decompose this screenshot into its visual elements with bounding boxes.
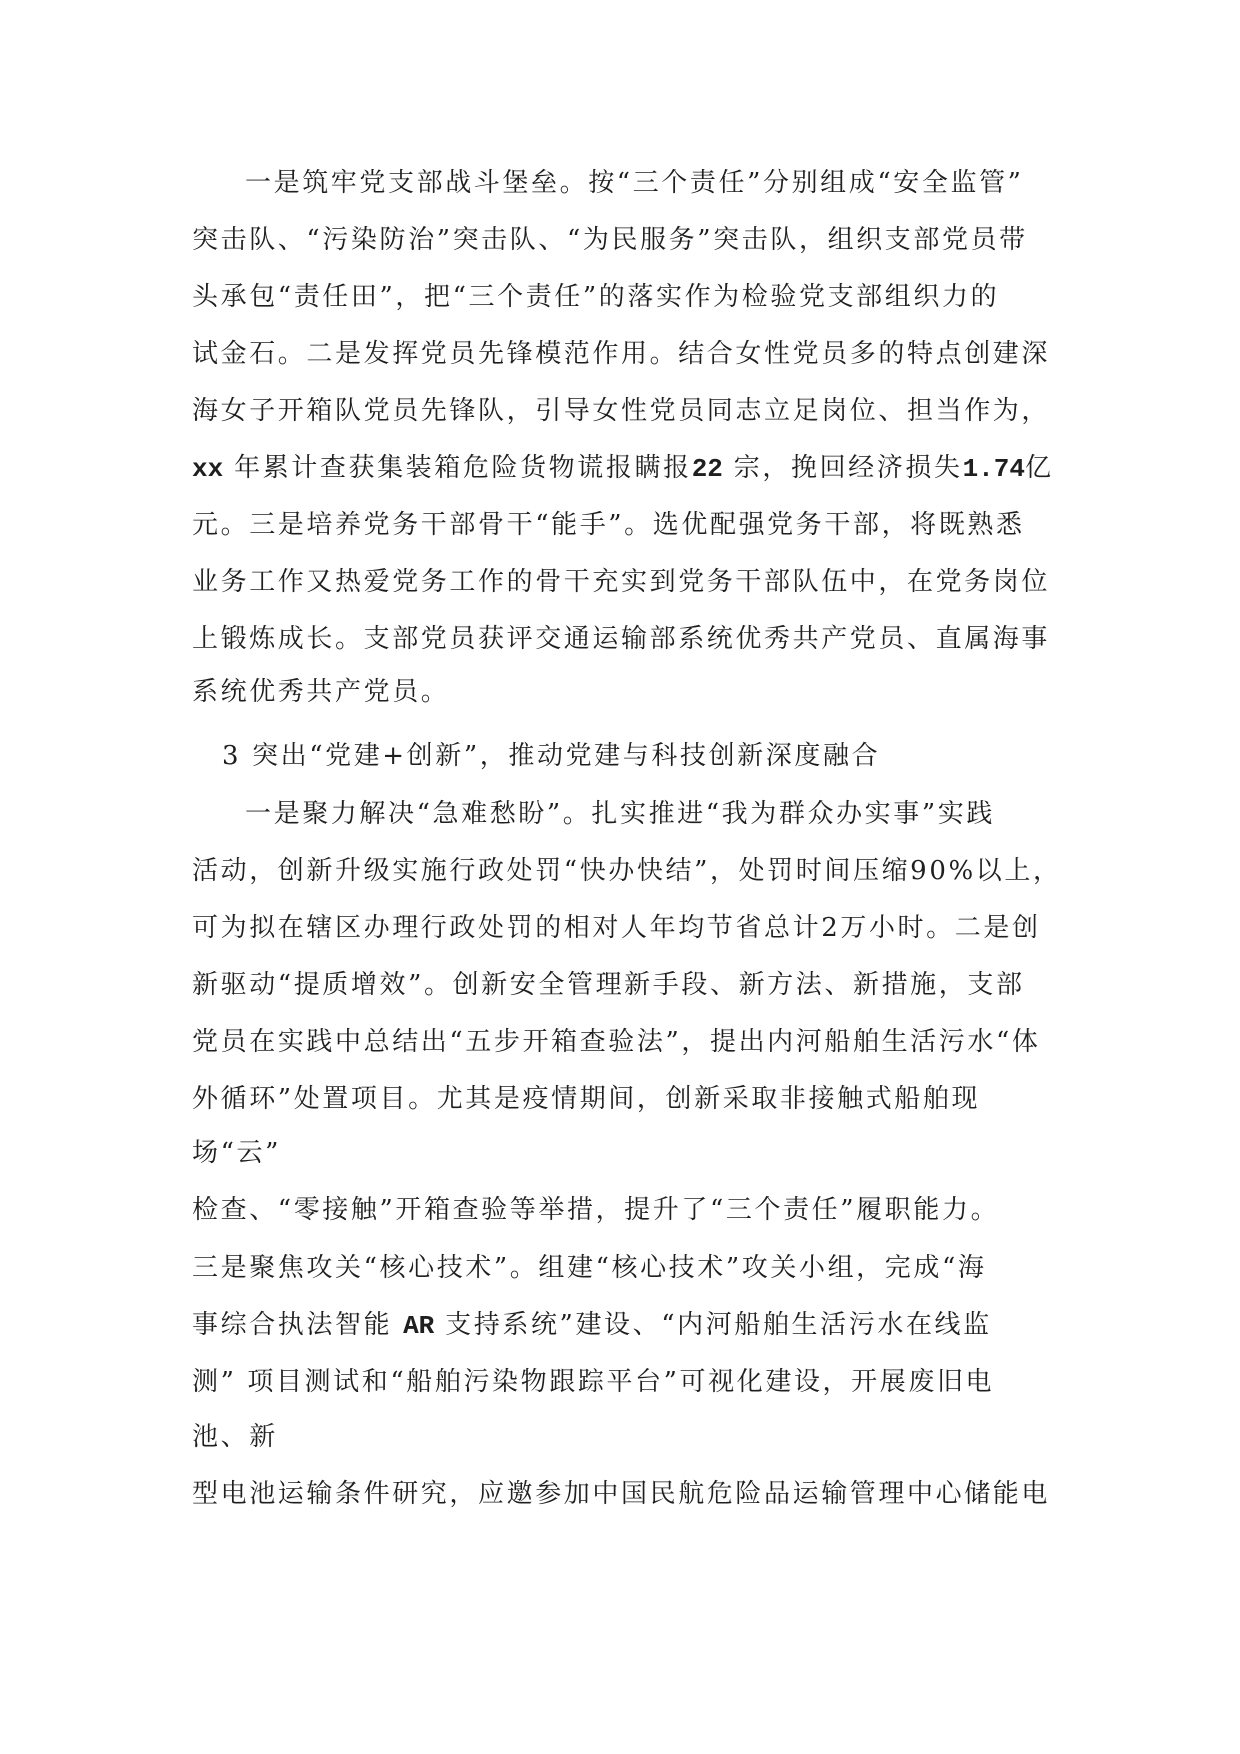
paragraph-line: 一是筑牢党支部战斗堡垒。按“三个责任”分别组成“安全监管” (245, 168, 1024, 198)
bold-text: AR (403, 1311, 435, 1341)
paragraph-line: 头承包“责任田”，把“三个责任”的落实作为检验党支部组织力的 (192, 282, 1000, 312)
paragraph-line: 池、新 (192, 1422, 278, 1452)
bold-number: 22 (691, 454, 723, 484)
paragraph-line: 活动，创新升级实施行政处罚“快办快结”，处罚时间压缩90%以上， (192, 856, 1062, 886)
bold-text: xx (192, 454, 224, 484)
paragraph-line: 检查、“零接触”开箱查验等举措，提升了“三个责任”履职能力。 (192, 1195, 1000, 1225)
text-segment: 事综合执法智能 (192, 1310, 404, 1340)
paragraph-line: 试金石。二是发挥党员先锋模范作用。结合女性党员多的特点创建深 (192, 339, 1051, 369)
paragraph-line: 场“云” (192, 1138, 281, 1168)
section-heading: 3 突出“党建+创新”，推动党建与科技创新深度融合 (222, 741, 881, 771)
paragraph-line: 新驱动“提质增效”。创新安全管理新手段、新方法、新措施，支部 (192, 970, 1025, 1000)
text-segment: 亿 (1025, 453, 1054, 483)
paragraph-line: 海女子开箱队党员先锋队，引导女性党员同志立足岗位、担当作为， (192, 396, 1051, 426)
paragraph-line: 系统优秀共产党员。 (192, 677, 450, 707)
text-segment: 宗，挽回经济损失 (722, 453, 963, 483)
paragraph-line: 测” 项目测试和“船舶污染物跟踪平台”可视化建设，开展废旧电 (192, 1367, 995, 1397)
paragraph-line: 突击队、“污染防治”突击队、“为民服务”突击队，组织支部党员带 (192, 225, 1028, 255)
bold-number: 1.74 (962, 454, 1025, 484)
text-segment: 支持系统”建设、“内河船舶生活污水在线监 (434, 1310, 992, 1340)
text-segment: 年累计查获集装箱危险货物谎报瞒报 (223, 453, 692, 483)
paragraph-line: 型电池运输条件研究，应邀参加中国民航危险品运输管理中心储能电 (192, 1479, 1051, 1509)
paragraph-line: 上锻炼成长。支部党员获评交通运输部系统优秀共产党员、直属海事 (192, 624, 1051, 654)
paragraph-line (192, 1307, 992, 1343)
paragraph-line: 党员在实践中总结出“五步开箱查验法”，提出内河船舶生活污水“体 (192, 1027, 1041, 1057)
paragraph-line: 三是聚焦攻关“核心技术”。组建“核心技术”攻关小组，完成“海 (192, 1253, 987, 1283)
paragraph-line (192, 450, 1054, 486)
paragraph-line: 一是聚力解决“急难愁盼”。扎实推进“我为群众办实事”实践 (245, 799, 995, 829)
paragraph-line: 外循环”处置项目。尤其是疫情期间，创新采取非接触式船舶现 (192, 1084, 981, 1114)
paragraph-line: 可为拟在辖区办理行政处罚的相对人年均节省总计2万小时。二是创 (192, 913, 1041, 943)
paragraph-line: 元。三是培养党务干部骨干“能手”。选优配强党务干部，将既熟悉 (192, 510, 1025, 540)
paragraph-line: 业务工作又热爱党务工作的骨干充实到党务干部队伍中，在党务岗位 (192, 567, 1051, 597)
